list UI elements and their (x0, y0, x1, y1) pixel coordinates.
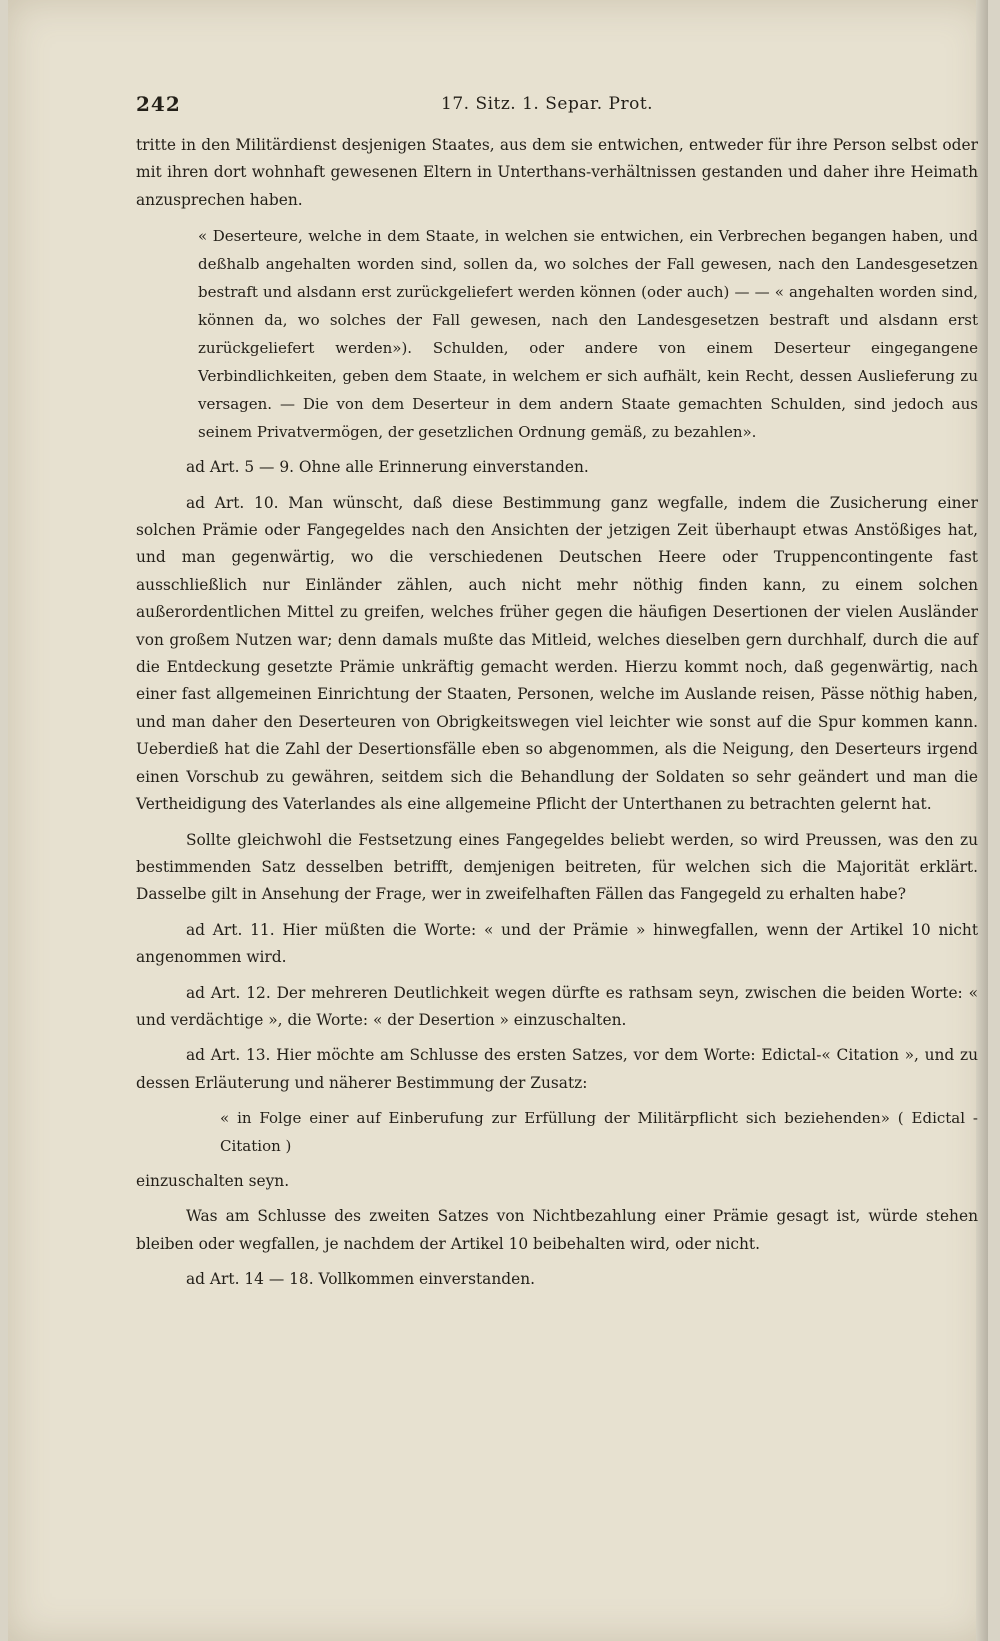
paragraph-art-10: ad Art. 10. Man wünscht, daß diese Bestimmung ganz wegfalle, indem die Zusicherung einer solchen Prämie oder Fangegeldes nach den Ansichten der jetzigen Zeit überhaupt etwas Anstößiges hat, und man gegenwärtig, wo die verschiedenen Deutschen Heere oder Truppencontingente fast ausschließlich nur Einländer zählen, auch nicht mehr nöthig finden kann, zu einem solchen außerordentlichen Mittel zu greifen, welches früher gegen die häufigen Desertionen der vielen Ausländer von großem Nutzen war; denn damals mußte das Mitleid, welches dieselben gern durchhalf, durch die auf die Entdeckung gesetzte Prämie unkräftig gemacht werden. Hierzu kommt noch, daß gegenwärtig, nach einer fast allgemeinen Einrichtung der Staaten, Personen, welche im Auslande reisen, Pässe nöthig haben, und man daher den Deserteuren von Obrigkeitswegen viel leichter wie sonst auf die Spur kommen kann. Ueberdieß hat die Zahl der Desertionsfälle eben so abgenommen, als die Neigung, den Deserteurs irgend einen Vorschub zu gewähren, seitdem sich die Behandlung der Soldaten so sehr geändert und man die Vertheidigung des Vaterlandes als eine allgemeine Pflicht der Unterthanen zu betrachten gelernt hat. (136, 493, 978, 814)
quoted-article-text: « Deserteure, welche in dem Staate, in welchen sie entwichen, ein Verbrechen begangen haben, und deßhalb angehalten worden sind, sollen da, wo solches der Fall gewesen, nach den Landesgesetzen bestraft und alsdann erst zurückgeliefert werden können (oder auch) — — « angehalten worden sind, können da, wo solches der Fall gewesen, nach den Landesgesetzen bestraft und alsdann erst zurückgeliefert werden»). Schulden, oder andere von einem Deserteur eingegangene Verbindlichkeiten, geben dem Staate, in welchem er sich aufhält, kein Recht, dessen Auslieferung zu versagen. — Die von dem Deserteur in dem andern Staate gemachten Schulden, sind jedoch aus seinem Privatvermögen, der gesetzlichen Ordnung gemäß, zu bezahlen». (198, 227, 978, 442)
paragraph-fangegeld: Sollte gleichwohl die Festsetzung eines Fangegeldes beliebt werden, so wird Preussen, was den zu bestimmenden Satz desselben betrifft, demjenigen beitreten, für welchen sich die Majorität erklärt. Dasselbe gilt in Ansehung der Frage, wer in zweifelhaften Fällen das Fangegeld zu erhalten habe? (136, 830, 978, 904)
inserted-phrase: « in Folge einer auf Einberufung zur Erfüllung der Militärpflicht sich beziehenden» ( Edictal - Citation ) (220, 1109, 978, 1155)
paragraph-art-14-18: ad Art. 14 — 18. Vollkommen einverstanden. (186, 1270, 536, 1289)
page-body (136, 132, 978, 1302)
page-header (136, 92, 916, 122)
paragraph-art-13: ad Art. 13. Hier möchte am Schlusse des ersten Satzes, vor dem Worte: Edictal-« Citation », und zu dessen Erläuterung und näherer Bestimmung der Zusatz: (136, 1046, 978, 1092)
paragraph-einzuschalten: einzuschalten seyn. (136, 1171, 290, 1190)
page-number: 242 (136, 92, 181, 116)
paragraph-art-11: ad Art. 11. Hier müßten die Worte: « und der Prämie » hinwegfallen, wenn der Artikel 10 nicht angenommen wird. (136, 920, 978, 967)
paragraph-art-12: ad Art. 12. Der mehreren Deutlichkeit wegen dürfte es rathsam seyn, zwischen die beiden Worte: « und verdächtige », die Worte: « der Desertion » einzuschalten. (136, 983, 978, 1029)
document-page (8, 0, 988, 1641)
paragraph-continuation: tritte in den Militärdienst desjenigen Staates, aus dem sie entwichen, entweder für ihre Person selbst oder mit ihren dort wohnhaft gewesenen Eltern in Unterthans-verhältnissen gestanden und daher ihre Heimath anzusprechen haben. (136, 136, 978, 209)
running-head: 17. Sitz. 1. Separ. Prot. (441, 94, 654, 114)
paragraph-schlusse: Was am Schlusse des zweiten Satzes von Nichtbezahlung einer Prämie gesagt ist, würde stehen bleiben oder wegfallen, je nachdem der Artikel 10 beibehalten wird, oder nicht. (136, 1207, 978, 1253)
paragraph-art-5-9: ad Art. 5 — 9. Ohne alle Erinnerung einverstanden. (186, 458, 589, 477)
